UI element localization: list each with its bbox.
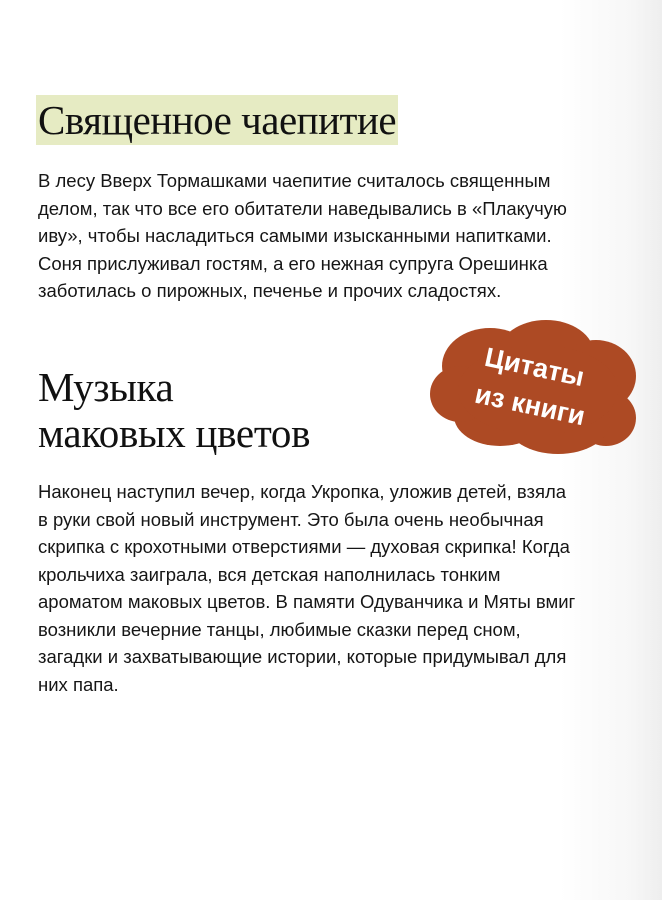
paragraph-line: Соня прислуживал гостям, а его нежная супруга Орешинка <box>38 252 548 274</box>
paragraph-line: загадки и захватывающие истории, которые придумывал для <box>38 646 567 667</box>
section-paragraph-poppy-music <box>38 478 623 698</box>
paragraph-line: них папа. <box>38 673 119 695</box>
paragraph-line: заботилась о пирожных, печенье и прочих сладостях. <box>38 280 502 301</box>
paragraph-line: в руки свой новый инструмент. Это была очень необычная <box>38 508 544 530</box>
section-title-poppy-music <box>38 364 310 456</box>
paragraph-line: В лесу Вверх Тормашками чаепитие считалось священным <box>38 170 551 191</box>
book-quotes-badge <box>428 318 644 458</box>
paragraph-line: ароматом маковых цветов. В памяти Одуванчика и Мяты вмиг <box>38 591 576 612</box>
paragraph-line: делом, так что все его обитатели наведывались в «Плакучую <box>38 197 567 219</box>
paragraph-line: крольчиха заиграла, вся детская наполнилась тонким <box>38 563 501 585</box>
section-paragraph-sacred-tea <box>38 167 623 305</box>
paragraph-line: иву», чтобы насладиться самыми изысканными напитками. <box>38 225 552 246</box>
section-title-sacred-tea: Священное чаепитие <box>38 97 397 143</box>
paragraph-line: Наконец наступил вечер, когда Укропка, уложив детей, взяла <box>38 481 567 502</box>
section-title-line-2: маковых цветов <box>38 410 311 456</box>
paragraph-line: скрипка с крохотными отверстиями — духовая скрипка! Когда <box>38 536 570 557</box>
badge-text <box>428 318 644 458</box>
badge-label-line-2: из книги <box>472 378 588 432</box>
paragraph-line: возникли вечерние танцы, любимые сказки перед сном, <box>38 618 521 640</box>
badge-label-line-1: Цитаты <box>482 341 587 393</box>
section-title-line-1: Музыка <box>38 364 174 410</box>
